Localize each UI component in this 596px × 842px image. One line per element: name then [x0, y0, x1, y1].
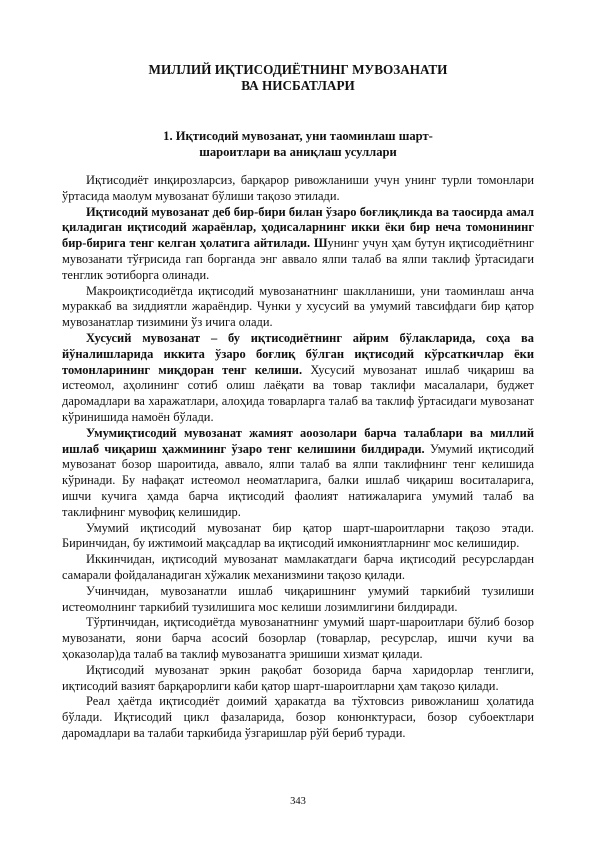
paragraph-4-bold: Хусусий мувозанат – бу иқтисодиётнинг айрим бўлакларида, соҳа ва йўналишларида иккита ўзаро боғлиқ бўлган иқтисодий кўрсаткичлар ёки томонларининг миқдоран тенг келиши. — [62, 330, 534, 377]
paragraph-2 — [62, 205, 534, 284]
chapter-title-line-2: ВА НИСБАТЛАРИ — [241, 78, 355, 93]
paragraph-11 — [62, 694, 534, 741]
paragraph-10-text: Иқтисодий мувозанат эркин рақобат бозорида барча харидорлар тенглиги, иқтисодий вазият барқарорлиги каби қатор шарт-шароитларни ҳам тақозо қилади. — [62, 662, 534, 693]
page-number: 343 — [290, 796, 306, 807]
paragraph-11-text: Реал ҳаётда иқтисодиёт доимий ҳаракатда ва тўхтовсиз ривожланиш ҳолатида бўлади. Иқтисодий цикл фазаларида, бозор конюнктураси, бозор субоектлари даромадлари ва талаби таркибида ўзгаришлар рўй бериб туради. — [62, 694, 534, 740]
paragraph-1-text: Иқтисодиёт инқирозларсиз, барқарор ривожланиши учун унинг турли томонлари ўртасида маолум мувозанат бўлиши тақозо этилади. — [62, 173, 534, 203]
section-heading-line-1: 1. Иқтисодий мувозанат, уни таоминлаш шарт- — [163, 129, 433, 143]
paragraph-5-text: Умумий иқтисодий мувозанат бозор шароитида, аввало, ялпи талаб ва ялпи таклифнинг тенг келишида кўринади. Бу нафақат истеомол неоматларига, балки ишлаб чиқариш воситаларига, ишчи кучига ҳамда барча иқтисодий фаолият натижаларига умумий талаб ва таклифнинг мувофиқ келишидир. — [62, 441, 534, 519]
chapter-title-line-1: МИЛЛИЙ ИҚТИСОДИЁТНИНГ МУВОЗАНАТИ — [148, 62, 448, 77]
body-text — [62, 173, 534, 742]
paragraph-5-bold: Умумиқтисодий мувозанат жамият аоозолари барча талаблари ва миллий ишлаб чиқариш ҳажмининг ўзаро тенг келишини билдиради. — [62, 425, 534, 456]
paragraph-8 — [62, 584, 534, 616]
paragraph-8-text: Учинчидан, мувозанатли ишлаб чиқаришнинг умумий таркибий тузилиши истеомолнинг таркибий тузилишига мос келиши лозимлигини билдиради. — [62, 583, 534, 614]
paragraph-9-text: Тўртинчидан, иқтисодиётда мувозанатнинг умумий шарт-шароитлари бўлиб бозор мувозанати, яони барча асосий бозорлар (товарлар, ресурслар, ишчи кучи ва ҳоказолар)да талаб ва таклиф мувозанатга эришиши хизмат қилади. — [62, 615, 534, 661]
paragraph-6 — [62, 521, 534, 553]
paragraph-9 — [62, 615, 534, 662]
paragraph-2-bold: Иқтисодий мувозанат деб бир-бири билан ўзаро боғлиқликда ва таосирда амал қиладиган иқтисодий жараёнлар, ҳодисаларнинг икки ёки бир неча томонининг бир-бирига тенг келган ҳолатига айтилади. Ш — [62, 204, 534, 251]
paragraph-1 — [62, 173, 534, 205]
paragraph-7-text: Иккинчидан, иқтисодий мувозанат мамлакатдаги барча иқтисодий ресурслардан самарали фойдаланадиган хўжалик механизмини тақозо қилади. — [62, 552, 534, 582]
paragraph-10 — [62, 663, 534, 695]
paragraph-4-text: Хусусий мувозанат ишлаб чиқариш ва истеомол, аҳолининг сотиб олиш лаёқати ва товар таклифи масалалари, буджет даромадлари ва харажатлари, алоҳида товарларга талаб ва таклиф ўртасидаги мувозанат кўринишида намоён бўлади. — [62, 362, 535, 424]
paragraph-7 — [62, 552, 534, 584]
paragraph-3 — [62, 284, 534, 331]
paragraph-3-text: Макроиқтисодиётда иқтисодий мувозанатнинг шаклланиши, уни таоминлаш анча мураккаб ва зиддиятли жараёндир. Чунки у хусусий ва умумий тавсифдаги бир қатор мувозанатлар тизимини ўз ичига олади. — [62, 283, 534, 330]
paragraph-6-text: Умумий иқтисодий мувозанат бир қатор шарт-шароитларни тақозо этади. Биринчидан, бу ижтимоий мақсадлар ва иқтисодий имкониятларнинг мос келишидир. — [62, 520, 534, 551]
paragraph-5 — [62, 426, 534, 521]
paragraph-4 — [62, 331, 534, 426]
paragraph-2-text: унинг учун ҳам бутун иқтисодиётнинг мувозанати тўғрисида гап борганда энг аввало ялпи талаб ва ялпи таклиф ўртасидаги тенглик эотиборга олинади. — [62, 236, 534, 282]
section-heading-line-2: шароитлари ва аниқлаш усуллари — [199, 145, 397, 159]
